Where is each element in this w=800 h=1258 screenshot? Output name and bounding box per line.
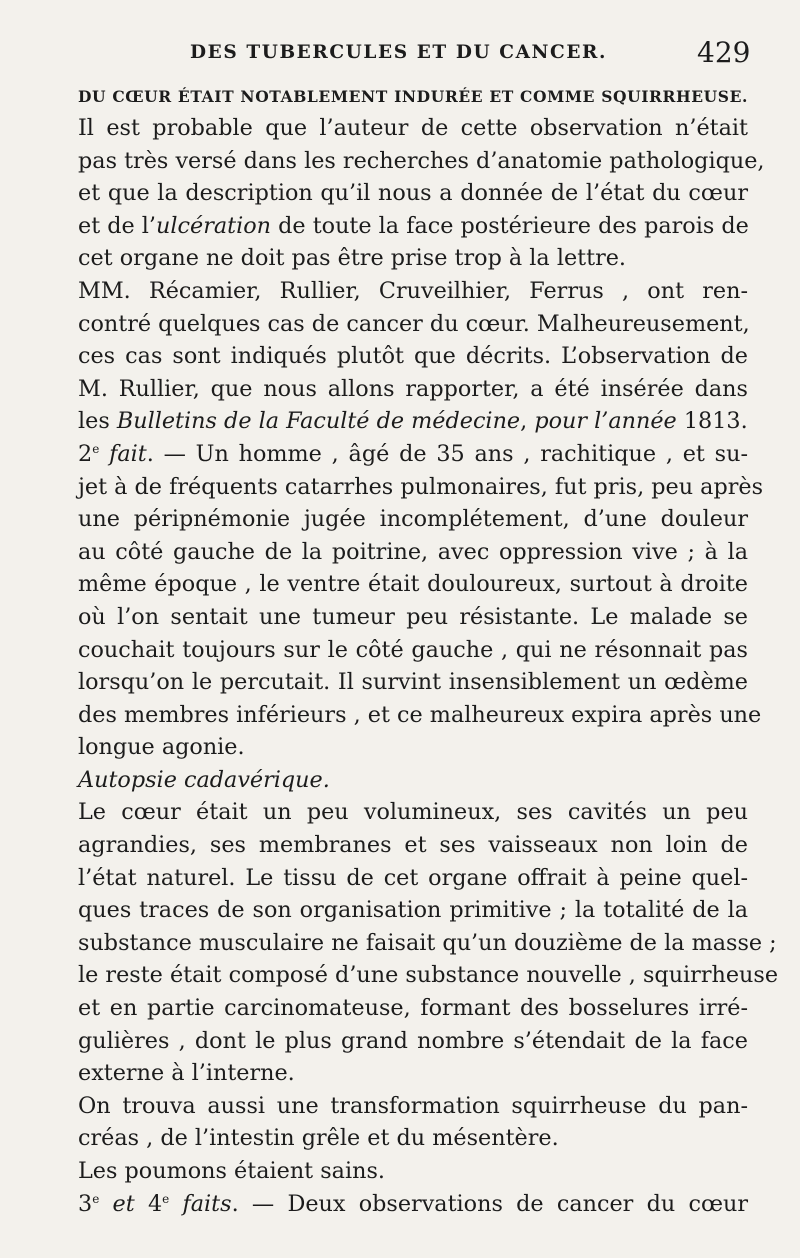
text-line [78,959,779,992]
text-segment: Les poumons étaient sains. [78,1158,385,1184]
text-segment: jet à de fréquents catarrhes pulmonaires, fut pris, peu après [78,473,764,500]
text-segment: DU CŒUR ÉTAIT NOTABLEMENT INDURÉE ET COMME SQUIRRHEUSE. [78,87,748,106]
text-segment: même époque , le ventre était douloureux, surtout à droite [78,571,748,598]
text-segment: contré quelques cas de cancer du cœur. Malheureusement, [78,310,750,337]
text-segment: le reste était composé d’une substance nouvelle , squirrheuse [78,962,779,989]
text-segment: 2 [78,440,93,467]
text-segment: couchait toujours sur le côté gauche , qui ne résonnait pas [78,636,748,663]
text-line [78,503,748,536]
superscript: e [92,1191,100,1206]
italic-text: ulcération [156,212,272,239]
text-segment: MM. Récamier, Rullier, Cruveilhier, Ferrus , ont ren- [78,277,748,304]
text-line [78,1155,748,1188]
text-segment: Il est probable que l’auteur de cette observation n’était [78,115,748,141]
text-line [78,275,748,308]
text-line [78,1057,748,1090]
italic-text: fait [109,440,147,467]
body-text [78,82,779,1220]
text-line [78,829,748,862]
text-line [78,731,748,764]
text-segment: lorsqu’on le percutait. Il survint insensiblement un œdème [78,669,748,696]
text-line [78,601,748,634]
text-segment: , [520,408,535,435]
text-line [78,210,748,243]
text-segment: créas , de l’intestin grêle et du mésentère. [78,1125,559,1152]
text-segment: et que la description qu’il nous a donnée de l’état du cœur [78,180,748,207]
text-line [78,1025,748,1058]
text-line [78,471,764,504]
text-line [78,405,748,438]
text-line [78,242,748,275]
text-line [78,112,748,145]
text-segment: . — Deux observations de cancer du cœur [231,1190,749,1217]
text-segment: Le cœur était un peu volumineux, ses cavités un peu [78,799,748,826]
text-line [78,764,748,797]
text-segment: ces cas sont indiqués plutôt que décrits. L’observation de [78,343,748,370]
text-segment: une péripnémonie jugée incomplétement, d’une douleur [78,506,748,533]
text-segment: longue agonie. [78,734,245,761]
text-line [78,340,748,373]
text-segment: au côté gauche de la poitrine, avec oppression vive ; à la [78,538,748,565]
text-line [78,894,748,927]
page-number: 429 [697,36,751,69]
text-segment: 3 [78,1190,93,1217]
text-line [78,308,748,341]
text-line [78,536,748,569]
text-line [78,699,762,732]
text-segment: cet organe ne doit pas être prise trop à la lettre. [78,245,627,272]
text-line [78,927,777,960]
text-segment: externe à l’interne. [78,1060,295,1087]
superscript: e [162,1191,170,1206]
text-segment: où l’on sentait une tumeur peu résistante. Le malade se [78,603,748,630]
text-line [78,1122,748,1155]
italic-text: Autopsie cadavérique. [78,766,330,793]
running-title: DES TUBERCULES ET DU CANCER. [190,42,608,63]
text-line [78,373,748,406]
running-head [0,36,800,72]
text-segment: et en partie carcinomateuse, formant des bosselures irré- [78,995,748,1022]
text-segment [99,441,109,467]
text-segment: les [78,408,117,435]
text-line [78,568,748,601]
text-segment: 4 [134,1190,163,1217]
text-segment: agrandies, ses membranes et ses vaisseaux non loin de [78,832,748,859]
italic-text: pour l’année [534,408,677,435]
italic-text: et [112,1190,135,1217]
text-segment: des membres inférieurs , et ce malheureux expira après une [78,701,762,728]
text-segment: gulières , dont le plus grand nombre s’étendait de la face [78,1027,748,1054]
text-line [78,177,748,210]
text-line [78,992,748,1025]
text-segment [99,1191,112,1217]
text-segment: M. Rullier, que nous allons rapporter, a été insérée dans [78,375,748,402]
text-segment: 1813. [676,408,748,435]
text-line [78,82,748,112]
text-line [78,1090,748,1123]
superscript: e [92,441,100,456]
text-line [78,1188,748,1221]
italic-text: faits [182,1190,232,1217]
text-line [78,145,765,178]
text-line [78,862,748,895]
text-line [78,634,748,667]
text-segment [169,1191,182,1217]
text-segment: de toute la face postérieure des parois de [271,212,749,239]
text-segment: ques traces de son organisation primitive ; la totalité de la [78,897,748,924]
text-segment: l’état naturel. Le tissu de cet organe offrait à peine quel- [78,864,748,891]
text-line [78,666,748,699]
text-segment: substance musculaire ne faisait qu’un douzième de la masse ; [78,929,777,956]
text-segment: On trouva aussi une transformation squirrheuse du pan- [78,1092,748,1119]
text-segment: . — Un homme , âgé de 35 ans , rachitique , et su- [146,440,748,467]
text-segment: pas très versé dans les recherches d’anatomie pathologique, [78,147,765,174]
text-line [78,438,748,471]
text-line [78,796,748,829]
text-segment: et de l’ [78,212,157,239]
italic-text: Bulletins de la Faculté de médecine [116,408,521,435]
